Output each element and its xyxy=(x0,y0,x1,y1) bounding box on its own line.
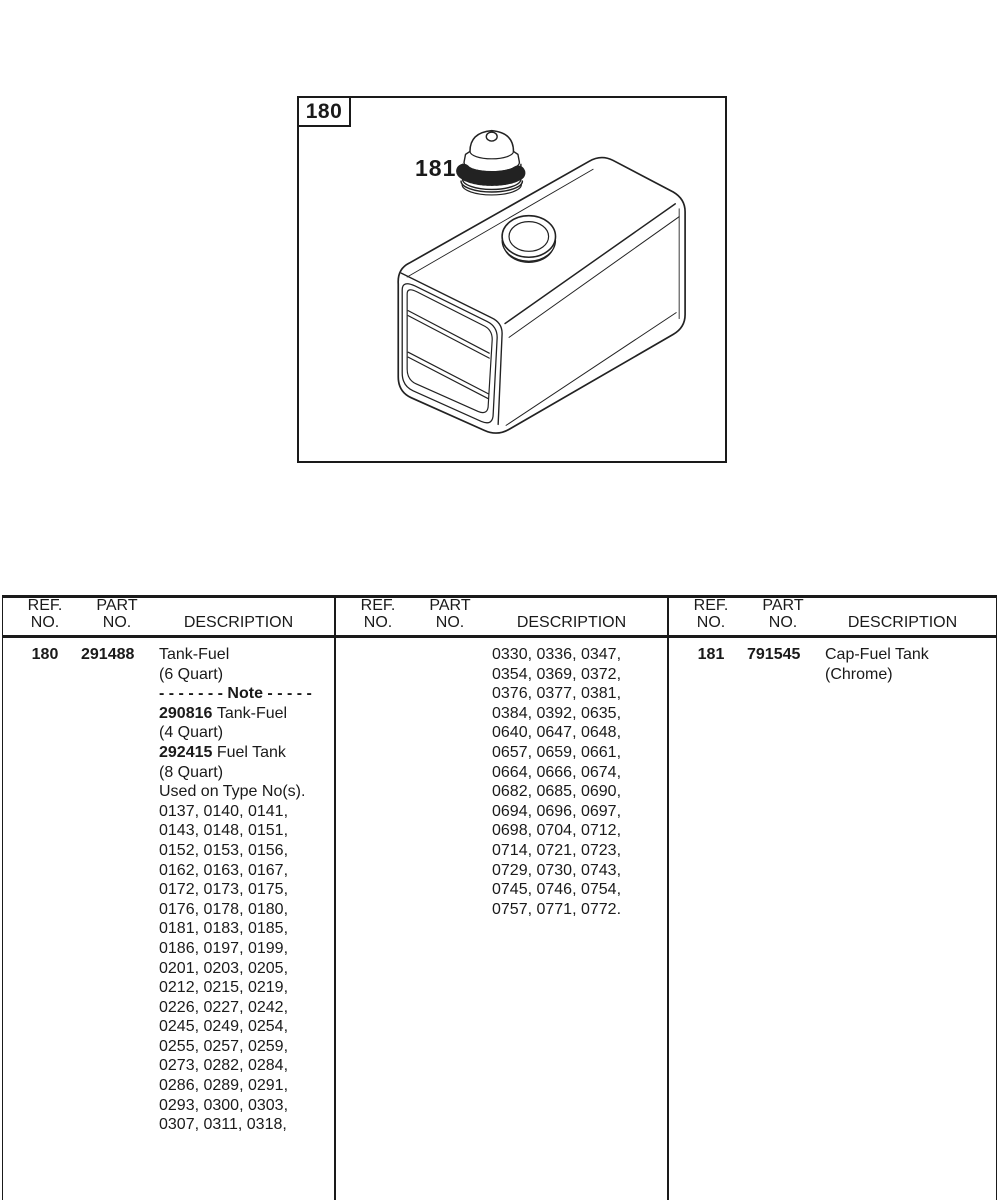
part-no-header: PART NO. xyxy=(96,597,138,631)
description-line: 0640, 0647, 0648, xyxy=(492,724,622,742)
description-header: DESCRIPTION xyxy=(847,614,958,631)
part-no-value: 291488 xyxy=(81,646,135,663)
ref-no-value: 180 xyxy=(31,646,59,663)
description-line: 0694, 0696, 0697, xyxy=(492,802,622,820)
description-line: (8 Quart) xyxy=(159,763,224,781)
description-cell xyxy=(492,645,667,919)
parts-table-column-3 xyxy=(669,598,996,1200)
description-line: 0212, 0215, 0219, xyxy=(159,979,289,997)
cap-callout-label: 181 xyxy=(415,155,457,181)
description-cell xyxy=(159,645,334,1135)
description-line: 0384, 0392, 0635, xyxy=(492,704,622,722)
description-line: 0273, 0282, 0284, xyxy=(159,1057,289,1075)
ref-no-value: 181 xyxy=(697,646,725,663)
description-line: - - - - - - - Note - - - - - xyxy=(159,685,312,703)
description-line: 0307, 0311, 0318, xyxy=(159,1116,287,1134)
description-line: 0286, 0289, 0291, xyxy=(159,1077,289,1095)
part-no-header: PART NO. xyxy=(429,597,471,631)
fuel-tank-drawing xyxy=(299,98,725,461)
description-line: 0137, 0140, 0141, xyxy=(159,802,289,820)
description-line: (4 Quart) xyxy=(159,724,224,742)
description-line: 0162, 0163, 0167, xyxy=(159,861,289,879)
ref-no-header: REF. NO. xyxy=(360,597,396,631)
diagram-frame xyxy=(297,96,727,463)
description-line: (Chrome) xyxy=(825,665,893,683)
filler-neck-line-art xyxy=(502,216,555,263)
ref-no-header: REF. NO. xyxy=(27,597,63,631)
description-line: 0245, 0249, 0254, xyxy=(159,1018,289,1036)
part-no-header: PART NO. xyxy=(762,597,804,631)
description-line: 0682, 0685, 0690, xyxy=(492,783,622,801)
parts-table-column-2 xyxy=(336,598,669,1200)
table-row xyxy=(3,638,334,1135)
parts-table xyxy=(2,595,997,1200)
description-line: 290816 Tank-Fuel xyxy=(159,704,288,722)
figure-label-box xyxy=(297,96,351,127)
description-line: 0181, 0183, 0185, xyxy=(159,920,289,938)
description-header: DESCRIPTION xyxy=(183,614,294,631)
column-header xyxy=(336,598,667,638)
description-line: 0226, 0227, 0242, xyxy=(159,998,289,1016)
description-line: 0657, 0659, 0661, xyxy=(492,743,622,761)
description-cell xyxy=(825,645,996,684)
description-line: 0698, 0704, 0712, xyxy=(492,822,622,840)
description-line: 0714, 0721, 0723, xyxy=(492,841,622,859)
description-line: 0664, 0666, 0674, xyxy=(492,763,622,781)
description-line: 0729, 0730, 0743, xyxy=(492,861,622,879)
description-line: 0172, 0173, 0175, xyxy=(159,881,289,899)
description-line: Cap-Fuel Tank xyxy=(825,646,929,663)
description-line: 0745, 0746, 0754, xyxy=(492,881,622,899)
column-header xyxy=(669,598,996,638)
description-line: 0186, 0197, 0199, xyxy=(159,939,289,957)
description-line: 0354, 0369, 0372, xyxy=(492,665,622,683)
fuel-tank-line-art xyxy=(398,158,685,434)
description-line: (6 Quart) xyxy=(159,665,224,683)
description-line: 292415 Fuel Tank xyxy=(159,743,286,761)
description-line: Used on Type No(s). xyxy=(159,783,306,801)
description-line: 0757, 0771, 0772. xyxy=(492,900,622,918)
column-header xyxy=(3,598,334,638)
parts-table-column-1 xyxy=(3,598,336,1200)
part-no-value: 791545 xyxy=(747,646,801,663)
description-line: 0293, 0300, 0303, xyxy=(159,1096,289,1114)
description-line: 0201, 0203, 0205, xyxy=(159,959,289,977)
description-line: Tank-Fuel xyxy=(159,646,230,663)
description-line: 0143, 0148, 0151, xyxy=(159,822,289,840)
description-line: 0255, 0257, 0259, xyxy=(159,1037,289,1055)
ref-no-header: REF. NO. xyxy=(693,597,729,631)
description-line: 0152, 0153, 0156, xyxy=(159,841,289,859)
table-row xyxy=(336,638,667,919)
description-line: 0376, 0377, 0381, xyxy=(492,685,622,703)
description-line: 0330, 0336, 0347, xyxy=(492,646,622,663)
fuel-cap-line-art xyxy=(461,131,522,195)
table-row xyxy=(669,638,996,684)
figure-label: 180 xyxy=(305,99,343,123)
description-header: DESCRIPTION xyxy=(516,614,627,631)
description-line: 0176, 0178, 0180, xyxy=(159,900,289,918)
